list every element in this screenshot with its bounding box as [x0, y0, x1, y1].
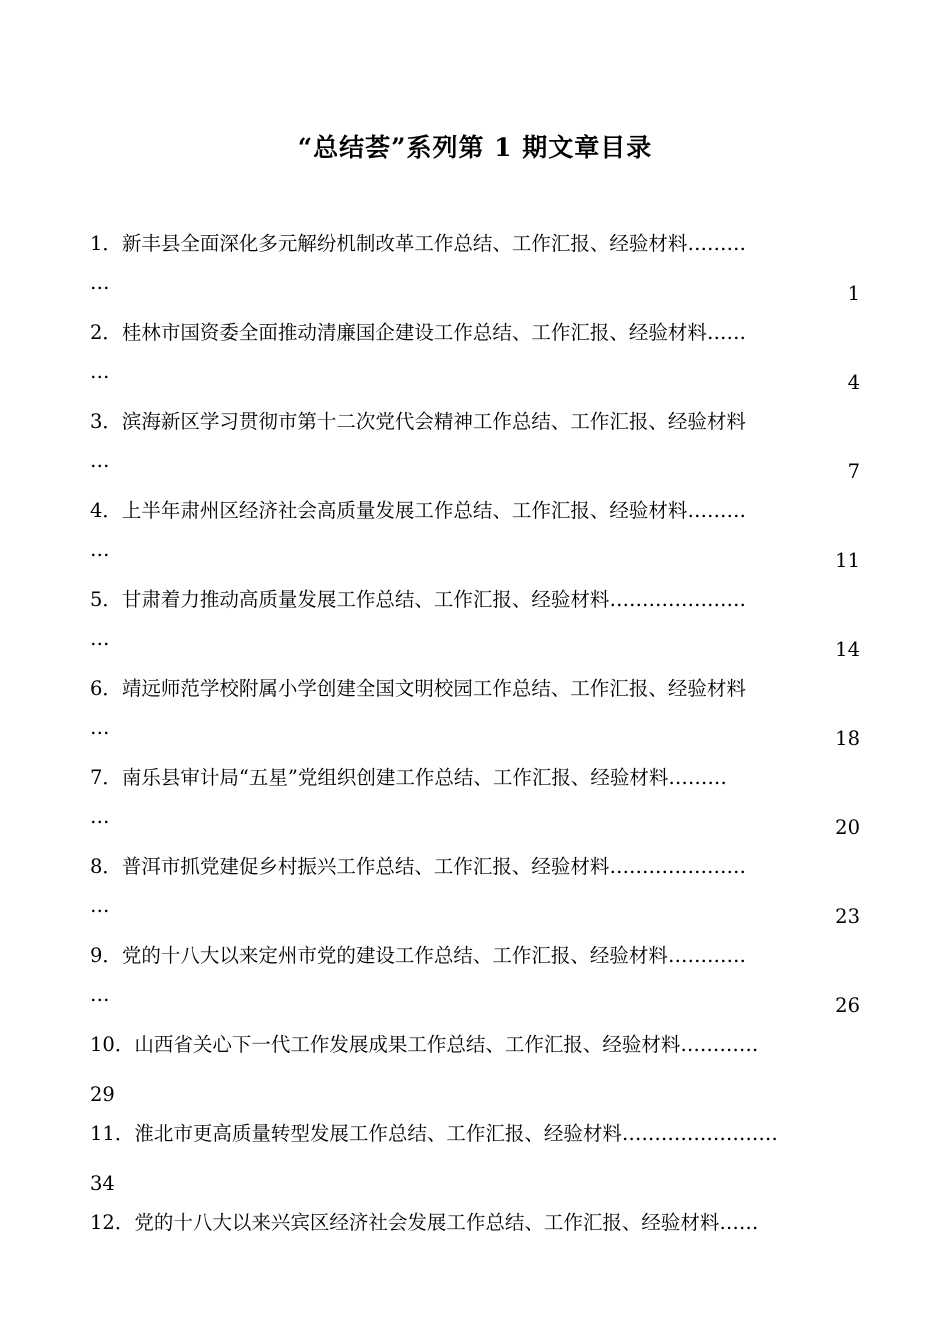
- toc-entry-leader: ……………………: [621, 1122, 778, 1145]
- toc-entry-title: 滨海新区学习贯彻市第十二次党代会精神工作总结、工作汇报、经验材料: [121, 410, 746, 433]
- toc-entry[interactable]: [90, 400, 860, 489]
- toc-entry-title: 党的十八大以来兴宾区经济社会发展工作总结、工作汇报、经验材料: [134, 1211, 720, 1234]
- toc-entry-title: 新丰县全面深化多元解纷机制改革工作总结、工作汇报、经验材料: [121, 232, 688, 255]
- toc-entry-leader: …………: [680, 1033, 759, 1056]
- toc-entry-page: 7: [847, 460, 860, 483]
- toc-entry[interactable]: [90, 934, 860, 1023]
- toc-entry[interactable]: [90, 489, 860, 578]
- toc-entry-number: 8．: [90, 855, 122, 878]
- toc-entry-continuation: …: [90, 716, 110, 739]
- toc-entry[interactable]: [90, 845, 860, 934]
- toc-entry[interactable]: [90, 578, 860, 667]
- toc-entry-leader: …………: [667, 944, 746, 967]
- toc-entry-title: 山西省关心下一代工作发展成果工作总结、工作汇报、经验材料: [134, 1033, 681, 1056]
- toc-entry-number: 5．: [90, 588, 122, 611]
- toc-entry-title: 靖远师范学校附属小学创建全国文明校园工作总结、工作汇报、经验材料: [121, 677, 746, 700]
- toc-entry-leader: ………: [687, 232, 746, 255]
- toc-entry[interactable]: [90, 756, 860, 845]
- toc-entry[interactable]: [90, 1023, 860, 1112]
- toc-entry-title: 南乐县审计局“五星”党组织创建工作总结、工作汇报、经验材料: [121, 766, 669, 789]
- toc-entry-continuation: …: [90, 271, 110, 294]
- toc-entry[interactable]: [90, 667, 860, 756]
- toc-entry-page: 1: [847, 282, 860, 305]
- toc-entry-title: 普洱市抓党建促乡村振兴工作总结、工作汇报、经验材料: [121, 855, 610, 878]
- toc-entry-title: 党的十八大以来定州市党的建设工作总结、工作汇报、经验材料: [121, 944, 668, 967]
- toc-entry-page: 20: [835, 816, 860, 839]
- toc-entry[interactable]: [90, 1112, 860, 1201]
- toc-entry-page: 29: [90, 1083, 115, 1106]
- toc-entry-number: 7．: [90, 766, 122, 789]
- toc-entry-continuation: …: [90, 983, 110, 1006]
- toc-entry-number: 6．: [90, 677, 122, 700]
- toc-entry-number: 9．: [90, 944, 122, 967]
- toc-entry[interactable]: [90, 311, 860, 400]
- toc-entry-leader: ……: [706, 321, 746, 344]
- toc-entry-continuation: …: [90, 627, 110, 650]
- toc-entry-continuation: …: [90, 360, 110, 383]
- toc-entry-leader: ……: [719, 1211, 759, 1234]
- toc-entry-number: 4．: [90, 499, 122, 522]
- toc-entry-page: 23: [835, 905, 860, 928]
- toc-entry-number: 2．: [90, 321, 122, 344]
- toc-entry-number: 10．: [90, 1033, 135, 1056]
- toc-entry-page: 11: [835, 549, 860, 572]
- toc-entry-continuation: …: [90, 449, 110, 472]
- toc-entry-page: 14: [835, 638, 860, 661]
- toc-entry-number: 1．: [90, 232, 122, 255]
- toc-entry-page: 34: [90, 1172, 115, 1195]
- toc-entry-continuation: …: [90, 805, 110, 828]
- document-title: “总结荟”系列第 1 期文章目录: [297, 133, 653, 162]
- toc-entry-leader: …………………: [609, 588, 746, 611]
- toc-entry-title: 上半年肃州区经济社会高质量发展工作总结、工作汇报、经验材料: [121, 499, 688, 522]
- toc-entry-leader: …………………: [609, 855, 746, 878]
- toc-entry-leader: ………: [668, 766, 727, 789]
- toc-entry-leader: ………: [687, 499, 746, 522]
- toc-entry-page: 18: [835, 727, 860, 750]
- toc-entry-page: 26: [835, 994, 860, 1017]
- toc-entry-number: 11．: [90, 1122, 135, 1145]
- toc-entry-page: 4: [847, 371, 860, 394]
- toc-entry-continuation: …: [90, 894, 110, 917]
- toc-entry[interactable]: [90, 222, 860, 311]
- toc-entry-number: 12．: [90, 1211, 135, 1234]
- toc-entry-number: 3．: [90, 410, 122, 433]
- toc-entry-title: 甘肃着力推动高质量发展工作总结、工作汇报、经验材料: [121, 588, 610, 611]
- table-of-contents: [90, 222, 860, 1245]
- toc-entry-title: 桂林市国资委全面推动清廉国企建设工作总结、工作汇报、经验材料: [121, 321, 707, 344]
- toc-entry[interactable]: [90, 1201, 860, 1245]
- toc-entry-title: 淮北市更高质量转型发展工作总结、工作汇报、经验材料: [134, 1122, 622, 1145]
- toc-entry-continuation: …: [90, 538, 110, 561]
